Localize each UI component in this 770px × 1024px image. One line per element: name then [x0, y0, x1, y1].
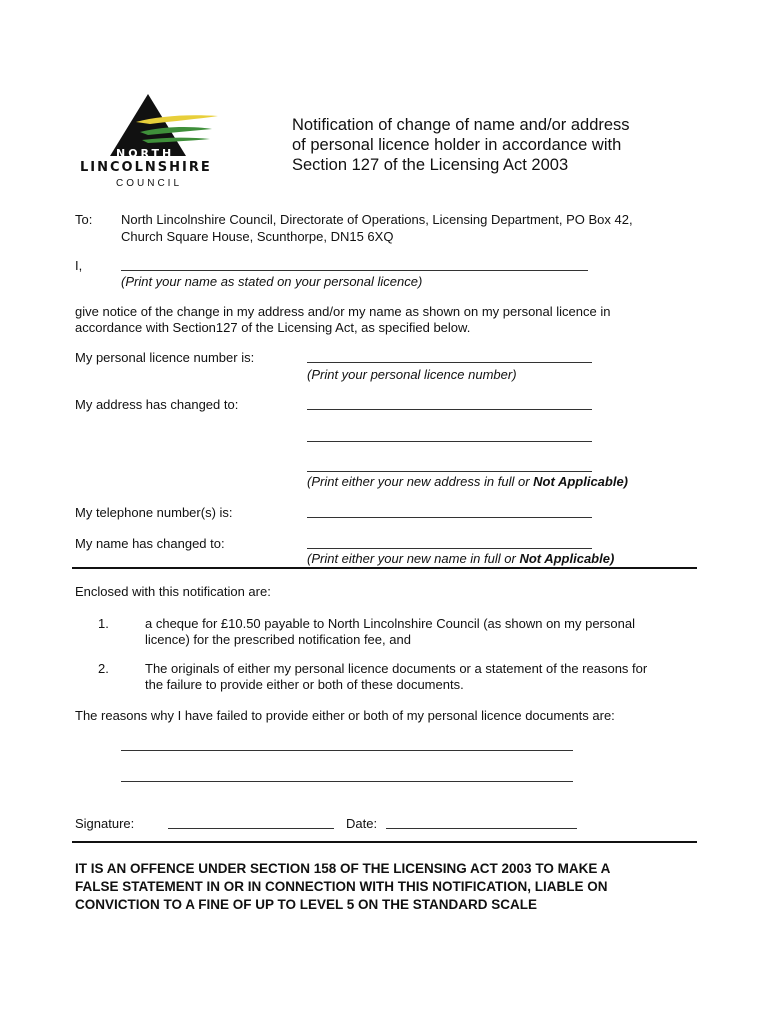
enclosed-item-1-num: 1. [98, 616, 109, 631]
address-field-line2[interactable] [307, 441, 592, 442]
name-change-hint [307, 550, 614, 567]
licence-number-field-line[interactable] [307, 362, 592, 363]
enclosed-heading: Enclosed with this notification are: [75, 584, 271, 599]
licence-number-hint: (Print your personal licence number) [307, 367, 517, 382]
enclosed-item-2-line1: The originals of either my personal licence documents or a statement of the reasons for [145, 661, 648, 676]
reasons-label: The reasons why I have failed to provide either or both of my personal licence documents are: [75, 708, 615, 723]
date-label: Date: [346, 816, 378, 831]
name-change-hint-bold: Not Applicable) [519, 551, 615, 566]
date-field-line[interactable] [386, 828, 577, 829]
signature-field-line[interactable] [168, 828, 334, 829]
page-title-line1: Notification of change of name and/or address [292, 116, 630, 134]
address-field-line1[interactable] [307, 409, 592, 410]
name-field-line[interactable] [121, 270, 588, 271]
enclosed-item-2-num: 2. [98, 661, 109, 676]
address-hint-bold: Not Applicable) [533, 474, 629, 489]
offence-warning [75, 860, 610, 914]
section-divider-bottom [72, 841, 697, 843]
logo-word-north: NORTH [116, 147, 175, 160]
to-address-line2: Church Square House, Scunthorpe, DN15 6XQ [121, 229, 394, 244]
signature-label: Signature: [75, 816, 135, 831]
address-label: My address has changed to: [75, 397, 239, 412]
page-title [292, 115, 630, 175]
section-divider-top [72, 567, 697, 569]
name-change-field-line[interactable] [307, 548, 592, 549]
licence-number-label: My personal licence number is: [75, 350, 255, 365]
name-hint: (Print your name as stated on your personal licence) [121, 274, 423, 289]
page-title-line3: Section 127 of the Licensing Act 2003 [292, 156, 569, 174]
enclosed-item-1-line1: a cheque for £10.50 payable to North Lincolnshire Council (as shown on my personal [145, 616, 635, 631]
to-address-line1: North Lincolnshire Council, Directorate of Operations, Licensing Department, PO Box 42, [121, 212, 633, 227]
enclosed-item-2-line2: the failure to provide either or both of these documents. [145, 677, 464, 692]
enclosed-item-1-line2: licence) for the prescribed notification fee, and [145, 632, 411, 647]
offence-warning-line3: CONVICTION TO A FINE OF UP TO LEVEL 5 ON THE STANDARD SCALE [75, 897, 538, 912]
address-field-line3[interactable] [307, 471, 592, 472]
logo-word-council: COUNCIL [116, 178, 183, 189]
name-change-label: My name has changed to: [75, 536, 225, 551]
reasons-field-line2[interactable] [121, 781, 573, 782]
address-hint [307, 473, 628, 490]
to-label: To: [75, 212, 93, 227]
name-change-hint-text: (Print either your new name in full or [307, 551, 520, 566]
telephone-field-line[interactable] [307, 517, 592, 518]
page-title-line2: of personal licence holder in accordance with [292, 136, 622, 154]
logo-word-lincolnshire: LINCOLNSHIRE [80, 160, 212, 175]
notice-line2: accordance with Section127 of the Licensing Act, as specified below. [75, 320, 471, 335]
council-logo [78, 92, 228, 192]
notice-line1: give notice of the change in my address and/or my name as shown on my personal licence in [75, 304, 611, 319]
address-hint-text: (Print either your new address in full or [307, 474, 534, 489]
offence-warning-line1: IT IS AN OFFENCE UNDER SECTION 158 OF THE LICENSING ACT 2003 TO MAKE A [75, 861, 611, 876]
reasons-field-line1[interactable] [121, 750, 573, 751]
offence-warning-line2: FALSE STATEMENT IN OR IN CONNECTION WITH THIS NOTIFICATION, LIABLE ON [75, 879, 608, 894]
name-label: I, [75, 258, 83, 273]
telephone-label: My telephone number(s) is: [75, 505, 233, 520]
